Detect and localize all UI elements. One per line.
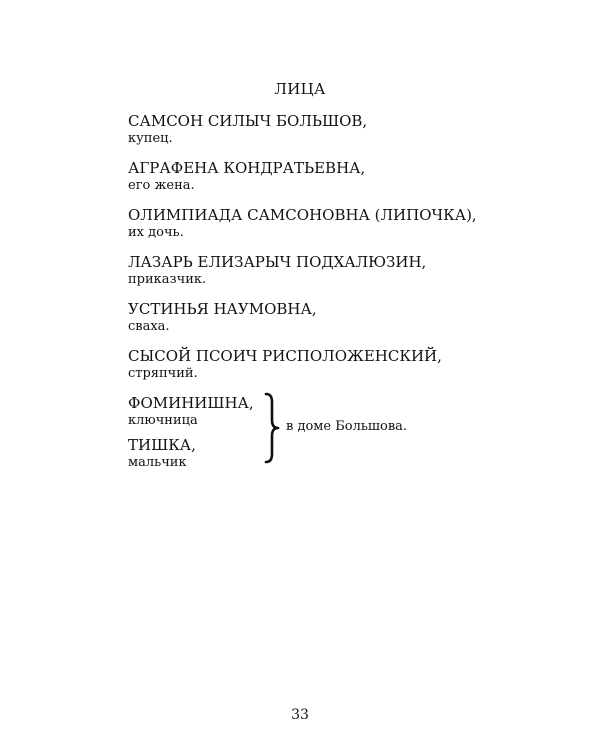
character-entry [128,436,548,471]
household-note: в доме Большова. [286,419,408,434]
character-description: мальчик [128,455,187,470]
character-description: их дочь. [128,225,184,240]
character-name: АГРАФЕНА КОНДРАТЬЕВНА, [128,159,366,177]
character-entry [128,206,548,241]
character-name: УСТИНЬЯ НАУМОВНА, [128,300,317,318]
character-entry [128,253,548,288]
character-name: САМСОН СИЛЫЧ БОЛЬШОВ, [128,112,368,130]
character-name: ОЛИМПИАДА САМСОНОВНА (ЛИПОЧКА), [128,206,477,224]
character-entry [128,347,548,382]
character-description: сваха. [128,319,170,334]
character-description: купец. [128,131,173,146]
character-description: его жена. [128,178,195,193]
character-description: стряпчий. [128,366,198,381]
character-name: ТИШКА, [128,436,196,454]
curly-brace-icon [264,392,282,464]
cast-list [128,112,548,470]
character-name: ЛАЗАРЬ ЕЛИЗАРЫЧ ПОДХАЛЮЗИН, [128,253,427,271]
character-entry [128,112,548,147]
household-group [128,394,548,470]
page-number: 33 [291,707,309,723]
character-entry [128,159,548,194]
character-name: СЫСОЙ ПСОИЧ РИСПОЛОЖЕНСКИЙ, [128,347,442,365]
cast-heading: ЛИЦА [274,80,326,98]
character-description: приказчик. [128,272,207,287]
character-name: ФОМИНИШНА, [128,394,254,412]
character-description: ключница [128,413,198,428]
character-entry [128,300,548,335]
